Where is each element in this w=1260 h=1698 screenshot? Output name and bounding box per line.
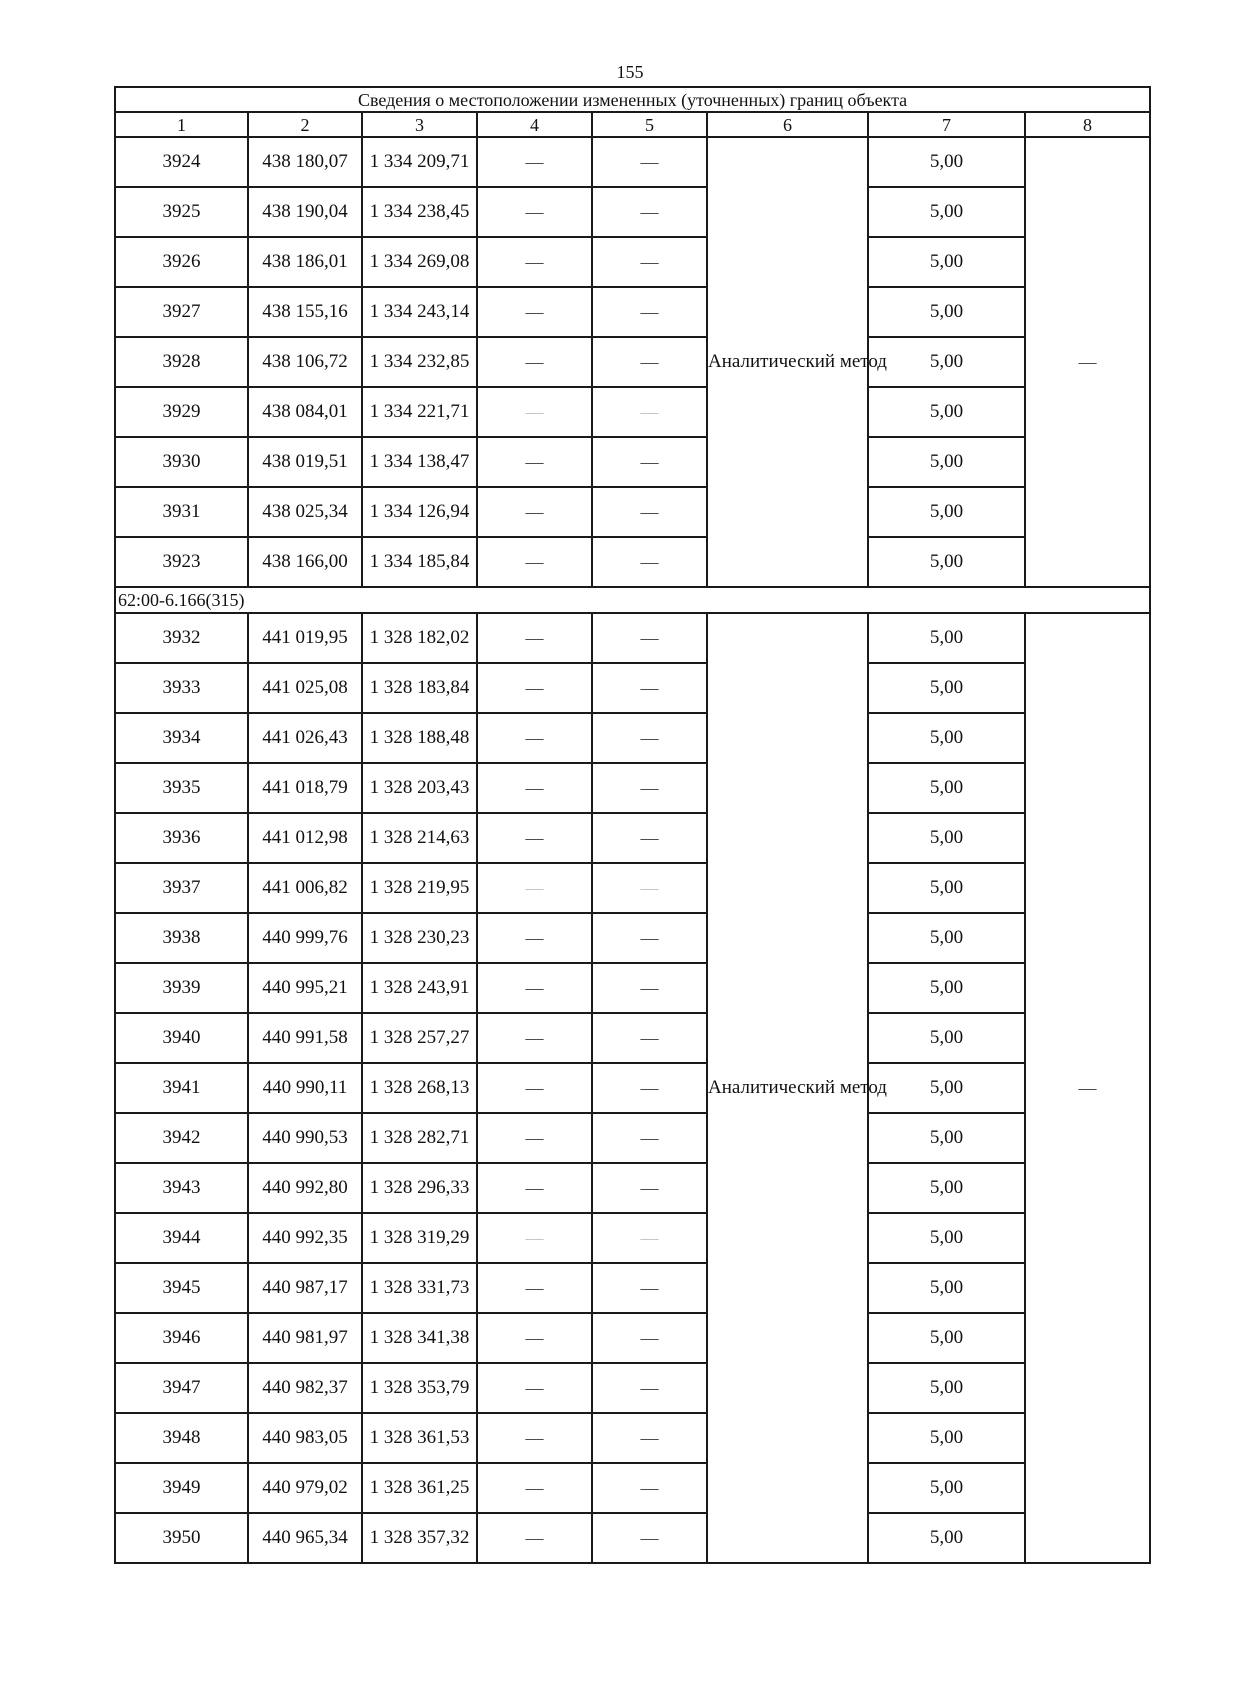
- coordinate-x: 440 981,97: [248, 1313, 362, 1363]
- accuracy-value: 5,00: [868, 137, 1025, 187]
- coordinate-y: 1 328 331,73: [362, 1263, 477, 1313]
- point-number: 3930: [115, 437, 248, 487]
- boundary-table: [114, 86, 1151, 1564]
- accuracy-value: 5,00: [868, 387, 1025, 437]
- coordinate-y: 1 334 232,85: [362, 337, 477, 387]
- column-5-value: —: [592, 1163, 707, 1213]
- column-5-value: —: [592, 913, 707, 963]
- point-number: 3947: [115, 1363, 248, 1413]
- point-number: 3938: [115, 913, 248, 963]
- point-number: 3944: [115, 1213, 248, 1263]
- coordinate-y: 1 328 257,27: [362, 1013, 477, 1063]
- coordinate-y: 1 328 243,91: [362, 963, 477, 1013]
- column-4-value: —: [477, 437, 592, 487]
- accuracy-value: 5,00: [868, 487, 1025, 537]
- column-4-value: —: [477, 1513, 592, 1563]
- point-number: 3935: [115, 763, 248, 813]
- column-4-value: —: [477, 137, 592, 187]
- coordinate-y: 1 334 269,08: [362, 237, 477, 287]
- column-4-value: —: [477, 1263, 592, 1313]
- column-4-value: —: [477, 913, 592, 963]
- accuracy-value: 5,00: [868, 537, 1025, 587]
- table-row: [115, 1213, 1150, 1263]
- coordinate-y: 1 328 183,84: [362, 663, 477, 713]
- accuracy-value: 5,00: [868, 187, 1025, 237]
- point-number: 3923: [115, 537, 248, 587]
- column-5-value: —: [592, 613, 707, 663]
- coordinate-x: 438 180,07: [248, 137, 362, 187]
- coordinate-y: 1 328 296,33: [362, 1163, 477, 1213]
- column-5-value: —: [592, 813, 707, 863]
- column-4-value: —: [477, 287, 592, 337]
- table-row: [115, 437, 1150, 487]
- column-4-value: —: [477, 187, 592, 237]
- coordinate-x: 441 006,82: [248, 863, 362, 913]
- accuracy-value: 5,00: [868, 1163, 1025, 1213]
- method-cell: Аналитический метод: [707, 137, 868, 587]
- accuracy-value: 5,00: [868, 763, 1025, 813]
- point-number: 3933: [115, 663, 248, 713]
- column-number: 6: [707, 112, 868, 137]
- column-number: 8: [1025, 112, 1150, 137]
- table-title-row: [115, 87, 1150, 112]
- coordinate-x: 441 025,08: [248, 663, 362, 713]
- coordinate-x: 441 019,95: [248, 613, 362, 663]
- table-row: [115, 663, 1150, 713]
- table-row: [115, 487, 1150, 537]
- column-4-value: —: [477, 537, 592, 587]
- column-5-value: —: [592, 487, 707, 537]
- point-number: 3924: [115, 137, 248, 187]
- point-number: 3942: [115, 1113, 248, 1163]
- coordinate-x: 440 979,02: [248, 1463, 362, 1513]
- column-5-value: —: [592, 1213, 707, 1263]
- column-4-value: —: [477, 1413, 592, 1463]
- column-8-value: —: [1025, 137, 1150, 587]
- point-number: 3940: [115, 1013, 248, 1063]
- coordinate-x: 438 106,72: [248, 337, 362, 387]
- coordinate-x: 441 018,79: [248, 763, 362, 813]
- coordinate-x: 440 992,35: [248, 1213, 362, 1263]
- column-4-value: —: [477, 337, 592, 387]
- table-row: [115, 1063, 1150, 1113]
- table-title: Сведения о местоположении измененных (уточненных) границ объекта: [115, 87, 1150, 112]
- coordinate-y: 1 328 341,38: [362, 1313, 477, 1363]
- table-row: [115, 1263, 1150, 1313]
- column-4-value: —: [477, 963, 592, 1013]
- column-5-value: —: [592, 1463, 707, 1513]
- column-5-value: —: [592, 863, 707, 913]
- column-4-value: —: [477, 613, 592, 663]
- accuracy-value: 5,00: [868, 963, 1025, 1013]
- point-number: 3936: [115, 813, 248, 863]
- coordinate-x: 441 012,98: [248, 813, 362, 863]
- method-cell: Аналитический метод: [707, 613, 868, 1563]
- column-5-value: —: [592, 237, 707, 287]
- point-number: 3950: [115, 1513, 248, 1563]
- coordinate-y: 1 328 268,13: [362, 1063, 477, 1113]
- table-row: [115, 1313, 1150, 1363]
- table-row: [115, 1413, 1150, 1463]
- column-4-value: —: [477, 1213, 592, 1263]
- coordinate-y: 1 328 188,48: [362, 713, 477, 763]
- column-4-value: —: [477, 1063, 592, 1113]
- table-row: [115, 1013, 1150, 1063]
- coordinate-y: 1 334 185,84: [362, 537, 477, 587]
- point-number: 3934: [115, 713, 248, 763]
- column-4-value: —: [477, 863, 592, 913]
- coordinate-y: 1 328 282,71: [362, 1113, 477, 1163]
- coordinate-x: 440 999,76: [248, 913, 362, 963]
- column-4-value: —: [477, 1463, 592, 1513]
- accuracy-value: 5,00: [868, 1513, 1025, 1563]
- column-4-value: —: [477, 1363, 592, 1413]
- accuracy-value: 5,00: [868, 1263, 1025, 1313]
- coordinate-x: 440 990,53: [248, 1113, 362, 1163]
- column-8-value: —: [1025, 613, 1150, 1563]
- point-number: 3932: [115, 613, 248, 663]
- column-5-value: —: [592, 963, 707, 1013]
- coordinate-x: 440 987,17: [248, 1263, 362, 1313]
- column-5-value: —: [592, 663, 707, 713]
- column-5-value: —: [592, 287, 707, 337]
- accuracy-value: 5,00: [868, 1363, 1025, 1413]
- column-number: 5: [592, 112, 707, 137]
- coordinate-x: 438 190,04: [248, 187, 362, 237]
- coordinate-x: 440 983,05: [248, 1413, 362, 1463]
- coordinate-x: 438 019,51: [248, 437, 362, 487]
- coordinate-y: 1 328 219,95: [362, 863, 477, 913]
- column-5-value: —: [592, 187, 707, 237]
- accuracy-value: 5,00: [868, 713, 1025, 763]
- coordinate-x: 438 186,01: [248, 237, 362, 287]
- point-number: 3939: [115, 963, 248, 1013]
- column-4-value: —: [477, 1113, 592, 1163]
- point-number: 3931: [115, 487, 248, 537]
- accuracy-value: 5,00: [868, 287, 1025, 337]
- column-number-row: [115, 112, 1150, 137]
- accuracy-value: 5,00: [868, 337, 1025, 387]
- coordinate-x: 440 992,80: [248, 1163, 362, 1213]
- column-4-value: —: [477, 1013, 592, 1063]
- table-row: [115, 137, 1150, 187]
- coordinate-x: 440 982,37: [248, 1363, 362, 1413]
- table-row: [115, 813, 1150, 863]
- point-number: 3929: [115, 387, 248, 437]
- column-number: 3: [362, 112, 477, 137]
- column-5-value: —: [592, 1363, 707, 1413]
- column-4-value: —: [477, 813, 592, 863]
- coordinate-x: 438 166,00: [248, 537, 362, 587]
- column-5-value: —: [592, 337, 707, 387]
- coordinate-y: 1 328 357,32: [362, 1513, 477, 1563]
- accuracy-value: 5,00: [868, 913, 1025, 963]
- column-4-value: —: [477, 713, 592, 763]
- column-5-value: —: [592, 387, 707, 437]
- table-row: [115, 613, 1150, 663]
- table-row: [115, 237, 1150, 287]
- column-4-value: —: [477, 663, 592, 713]
- column-5-value: —: [592, 1013, 707, 1063]
- accuracy-value: 5,00: [868, 1063, 1025, 1113]
- table-row: [115, 387, 1150, 437]
- column-4-value: —: [477, 387, 592, 437]
- accuracy-value: 5,00: [868, 1313, 1025, 1363]
- table-row: [115, 713, 1150, 763]
- column-5-value: —: [592, 537, 707, 587]
- coordinate-y: 1 328 214,63: [362, 813, 477, 863]
- table-row: [115, 1513, 1150, 1563]
- column-4-value: —: [477, 237, 592, 287]
- column-5-value: —: [592, 763, 707, 813]
- point-number: 3946: [115, 1313, 248, 1363]
- point-number: 3928: [115, 337, 248, 387]
- accuracy-value: 5,00: [868, 1463, 1025, 1513]
- point-number: 3925: [115, 187, 248, 237]
- accuracy-value: 5,00: [868, 663, 1025, 713]
- point-number: 3941: [115, 1063, 248, 1113]
- accuracy-value: 5,00: [868, 863, 1025, 913]
- coordinate-y: 1 328 203,43: [362, 763, 477, 813]
- accuracy-value: 5,00: [868, 437, 1025, 487]
- column-number: 7: [868, 112, 1025, 137]
- column-5-value: —: [592, 1113, 707, 1163]
- column-5-value: —: [592, 1063, 707, 1113]
- accuracy-value: 5,00: [868, 1013, 1025, 1063]
- column-number: 1: [115, 112, 248, 137]
- coordinate-x: 438 155,16: [248, 287, 362, 337]
- column-number: 2: [248, 112, 362, 137]
- coordinate-y: 1 334 138,47: [362, 437, 477, 487]
- table-row: [115, 1163, 1150, 1213]
- table-row: [115, 187, 1150, 237]
- column-5-value: —: [592, 137, 707, 187]
- accuracy-value: 5,00: [868, 237, 1025, 287]
- coordinate-y: 1 328 353,79: [362, 1363, 477, 1413]
- coordinate-y: 1 328 361,53: [362, 1413, 477, 1463]
- coordinate-x: 441 026,43: [248, 713, 362, 763]
- accuracy-value: 5,00: [868, 813, 1025, 863]
- coordinate-y: 1 328 319,29: [362, 1213, 477, 1263]
- coordinate-y: 1 334 238,45: [362, 187, 477, 237]
- column-4-value: —: [477, 1313, 592, 1363]
- table-row: [115, 863, 1150, 913]
- accuracy-value: 5,00: [868, 1113, 1025, 1163]
- column-5-value: —: [592, 1513, 707, 1563]
- coordinate-x: 440 991,58: [248, 1013, 362, 1063]
- coordinate-y: 1 328 361,25: [362, 1463, 477, 1513]
- coordinate-x: 440 965,34: [248, 1513, 362, 1563]
- accuracy-value: 5,00: [868, 613, 1025, 663]
- column-5-value: —: [592, 1263, 707, 1313]
- table-row: [115, 1463, 1150, 1513]
- column-5-value: —: [592, 1313, 707, 1363]
- coordinate-y: 1 334 126,94: [362, 487, 477, 537]
- column-5-value: —: [592, 1413, 707, 1463]
- coordinate-y: 1 328 182,02: [362, 613, 477, 663]
- coordinate-y: 1 334 243,14: [362, 287, 477, 337]
- table-row: [115, 537, 1150, 587]
- point-number: 3945: [115, 1263, 248, 1313]
- table-row: [115, 287, 1150, 337]
- coordinate-y: 1 334 209,71: [362, 137, 477, 187]
- group-label-row: [115, 587, 1150, 613]
- group-label: 62:00-6.166(315): [115, 587, 1150, 613]
- column-5-value: —: [592, 713, 707, 763]
- point-number: 3927: [115, 287, 248, 337]
- table-row: [115, 1363, 1150, 1413]
- table-row: [115, 913, 1150, 963]
- page-number: 155: [616, 62, 644, 82]
- table-row: [115, 1113, 1150, 1163]
- table-row: [115, 763, 1150, 813]
- column-5-value: —: [592, 437, 707, 487]
- accuracy-value: 5,00: [868, 1413, 1025, 1463]
- accuracy-value: 5,00: [868, 1213, 1025, 1263]
- column-4-value: —: [477, 763, 592, 813]
- table-row: [115, 337, 1150, 387]
- coordinate-y: 1 328 230,23: [362, 913, 477, 963]
- coordinate-x: 438 084,01: [248, 387, 362, 437]
- table-row: [115, 963, 1150, 1013]
- point-number: 3948: [115, 1413, 248, 1463]
- coordinate-x: 438 025,34: [248, 487, 362, 537]
- column-4-value: —: [477, 1163, 592, 1213]
- point-number: 3943: [115, 1163, 248, 1213]
- coordinate-x: 440 990,11: [248, 1063, 362, 1113]
- column-4-value: —: [477, 487, 592, 537]
- point-number: 3937: [115, 863, 248, 913]
- coordinate-y: 1 334 221,71: [362, 387, 477, 437]
- column-number: 4: [477, 112, 592, 137]
- point-number: 3949: [115, 1463, 248, 1513]
- coordinate-x: 440 995,21: [248, 963, 362, 1013]
- point-number: 3926: [115, 237, 248, 287]
